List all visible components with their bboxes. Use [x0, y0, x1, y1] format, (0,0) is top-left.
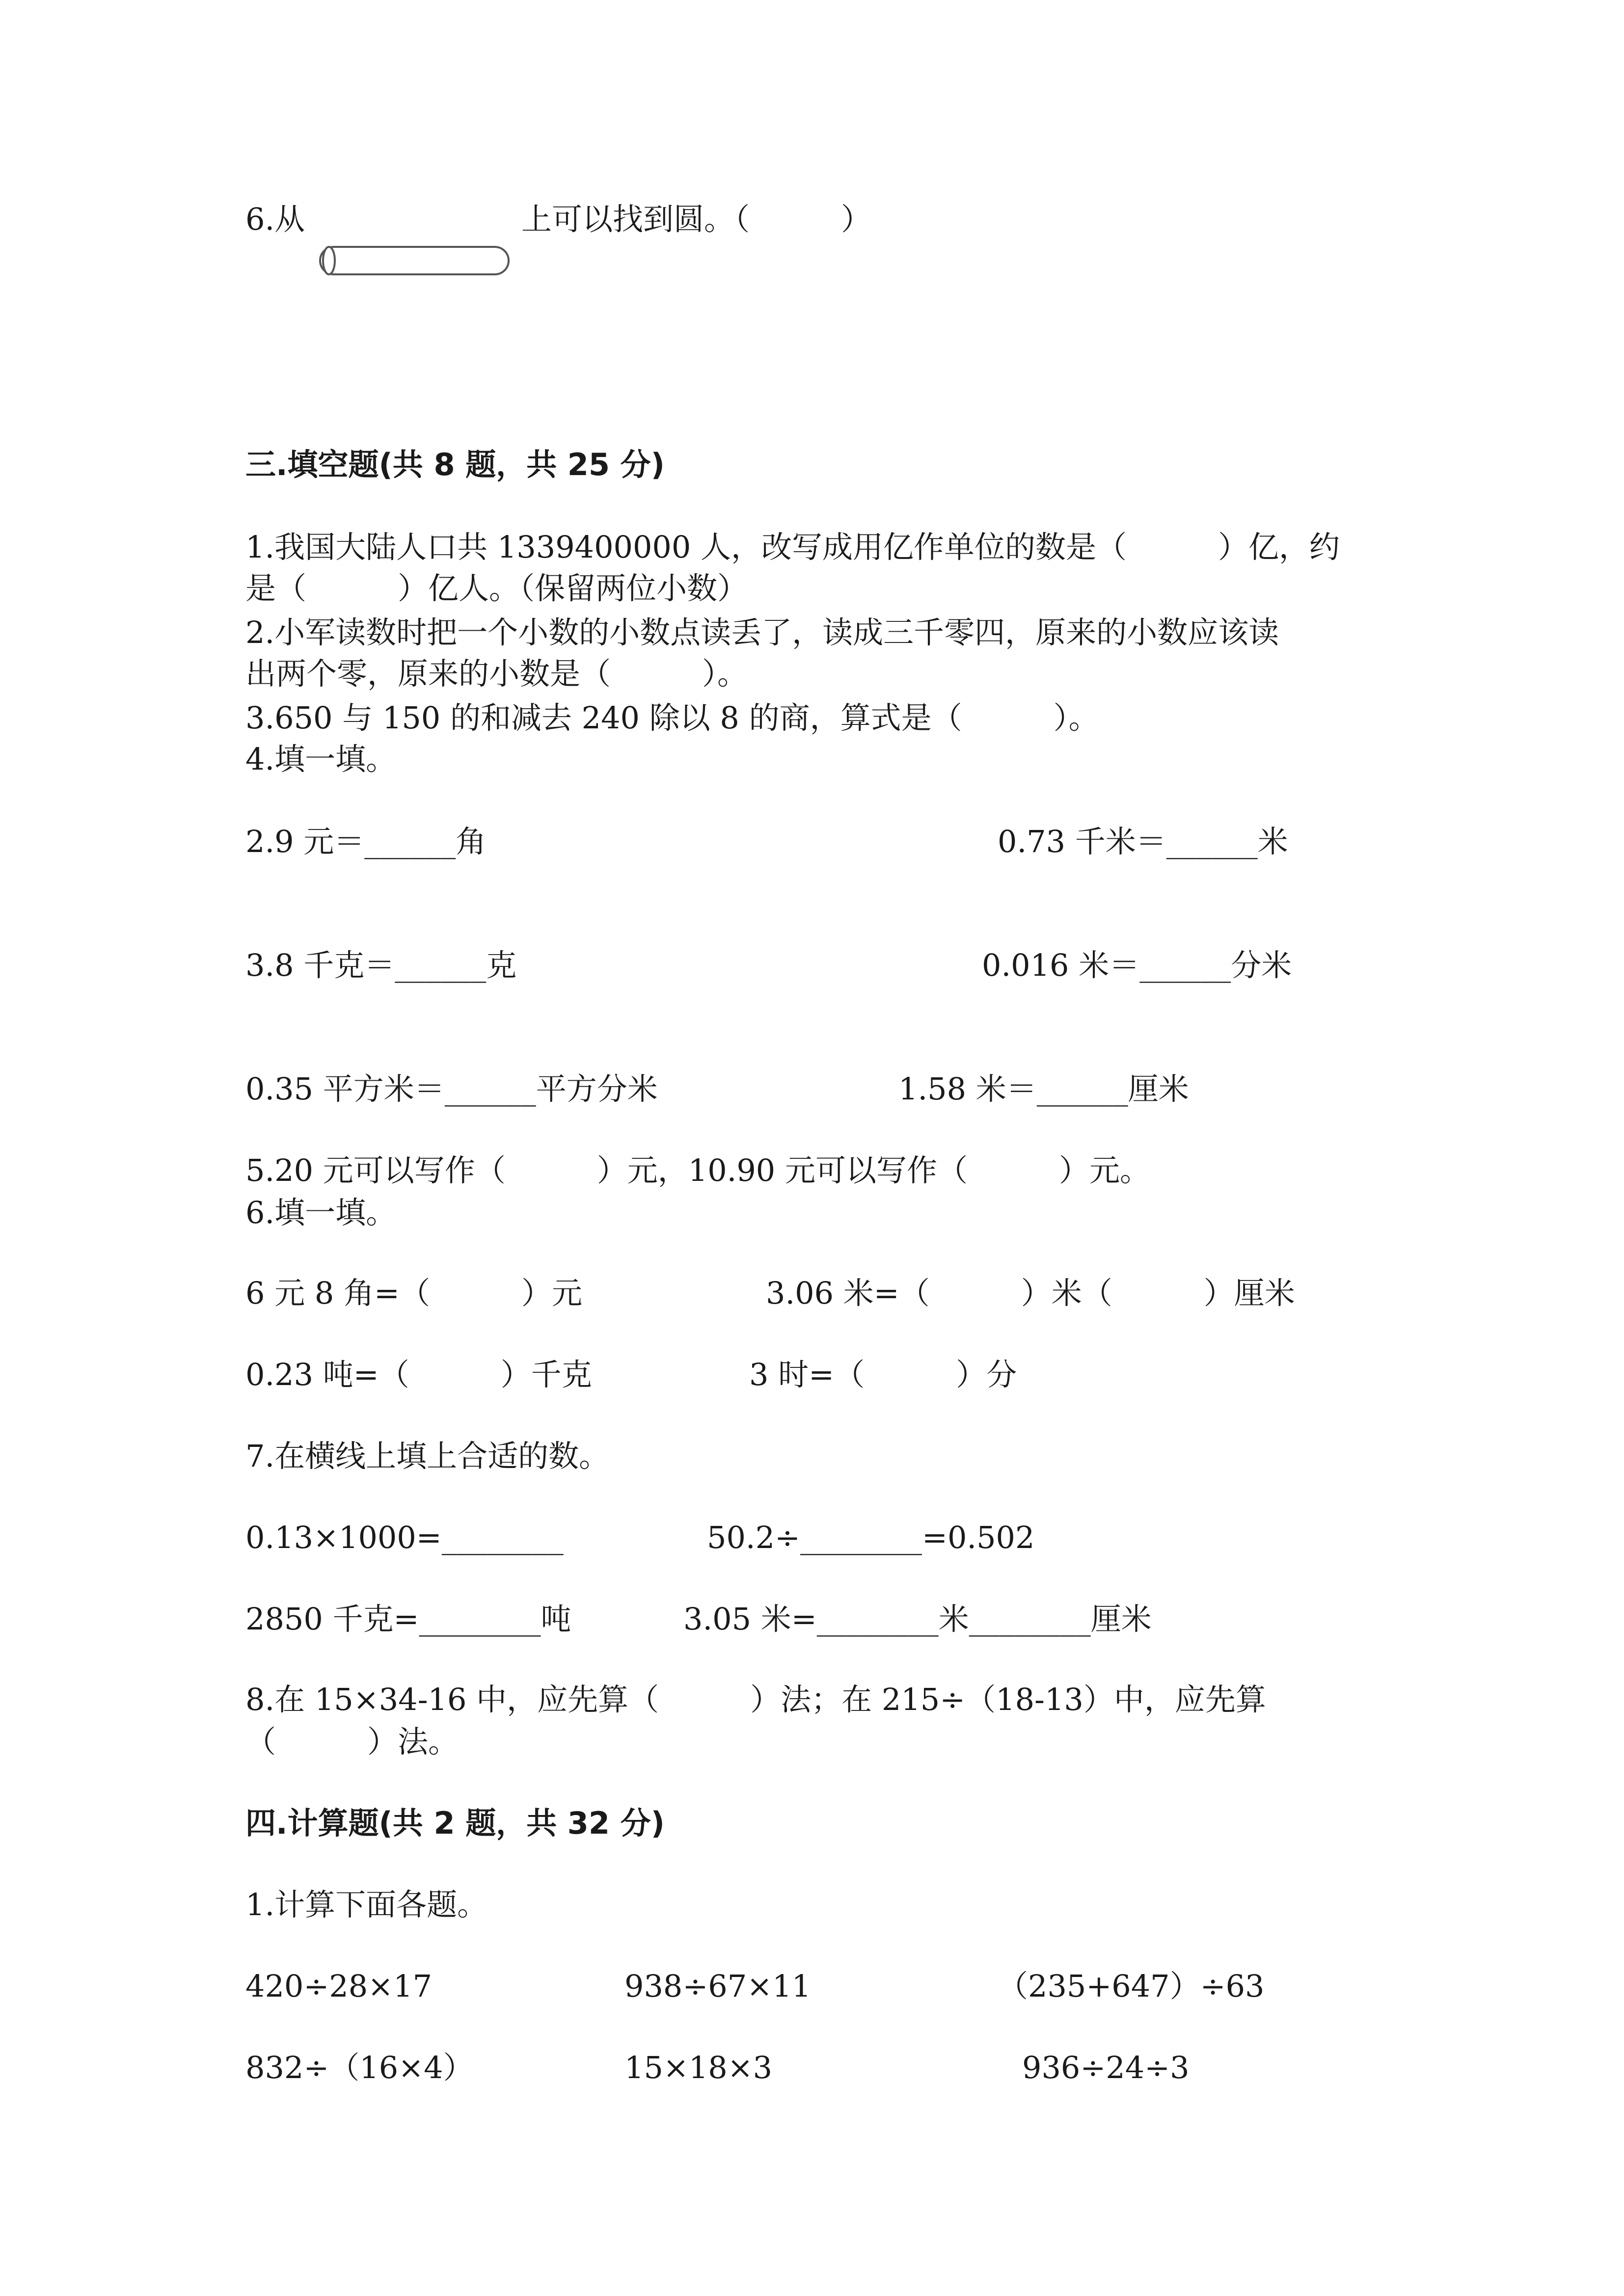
s3-q7-item: 50.2÷________=0.502	[707, 1520, 1035, 1555]
s3-q6-item: 3 时=（ ）分	[749, 1357, 1017, 1392]
s3-q4-item: 0.35 平方米＝______平方分米	[245, 1071, 658, 1107]
s3-q6-item: 6 元 8 角=（ ）元	[245, 1275, 582, 1311]
section-3-heading: 三.填空题(共 8 题，共 25 分)	[245, 447, 665, 482]
s3-q8-line2: （ ）法。	[245, 1724, 459, 1760]
s4-q1-item: 832÷（16×4）	[245, 2050, 474, 2085]
s3-q4-item: 0.73 千米＝______米	[998, 824, 1288, 859]
s3-q4-item: 3.8 千克＝______克	[245, 947, 517, 983]
section-4-heading: 四.计算题(共 2 题，共 32 分)	[245, 1805, 665, 1841]
question-6-text: 6.从	[245, 201, 305, 237]
question-6-suffix: 上可以找到圆。（ ）	[521, 201, 872, 237]
s3-q2-line1: 2.小军读数时把一个小数的小数点读丢了，读成三千零四，原来的小数应该读	[245, 614, 1279, 650]
s3-q8-line1: 8.在 15×34-16 中，应先算（ ）法；在 215÷（18-13）中，应先算	[245, 1682, 1266, 1717]
s3-q7-item: 0.13×1000=________	[245, 1520, 564, 1555]
s3-q7-item: 2850 千克=________吨	[245, 1601, 571, 1637]
s3-q4-item: 1.58 米＝______厘米	[898, 1071, 1189, 1107]
s3-q1-line2: 是（ ）亿人。（保留两位小数）	[245, 570, 748, 606]
s3-q7-title: 7.在横线上填上合适的数。	[245, 1438, 610, 1474]
s3-q3: 3.650 与 150 的和减去 240 除以 8 的商，算式是（ ）。	[245, 700, 1099, 736]
s3-q6-title: 6.填一填。	[245, 1195, 397, 1230]
s4-q1-item: 15×18×3	[624, 2050, 773, 2085]
s3-q2-line2: 出两个零，原来的小数是（ ）。	[245, 656, 748, 692]
cylinder-icon	[316, 243, 513, 278]
s3-q1-line1: 1.我国大陆人口共 1339400000 人，改写成用亿作单位的数是（ ）亿，约	[245, 529, 1340, 565]
s3-q7-item: 3.05 米=________米________厘米	[683, 1601, 1152, 1637]
s3-q4-item: 2.9 元＝______角	[245, 824, 487, 859]
s4-q1-item: 420÷28×17	[245, 1968, 433, 2004]
s3-q5: 5.20 元可以写作（ ）元，10.90 元可以写作（ ）元。	[245, 1152, 1150, 1188]
s4-q1-item: 936÷24÷3	[1022, 2050, 1190, 2085]
s4-q1-title: 1.计算下面各题。	[245, 1887, 488, 1922]
s4-q1-item: 938÷67×11	[624, 1968, 812, 2004]
s3-q4-title: 4.填一填。	[245, 741, 397, 777]
s4-q1-item: （235+647）÷63	[998, 1968, 1265, 2004]
s3-q6-item: 0.23 吨=（ ）千克	[245, 1357, 592, 1392]
s3-q6-item: 3.06 米=（ ）米（ ）厘米	[766, 1275, 1295, 1311]
s3-q4-item: 0.016 米＝______分米	[982, 947, 1292, 983]
